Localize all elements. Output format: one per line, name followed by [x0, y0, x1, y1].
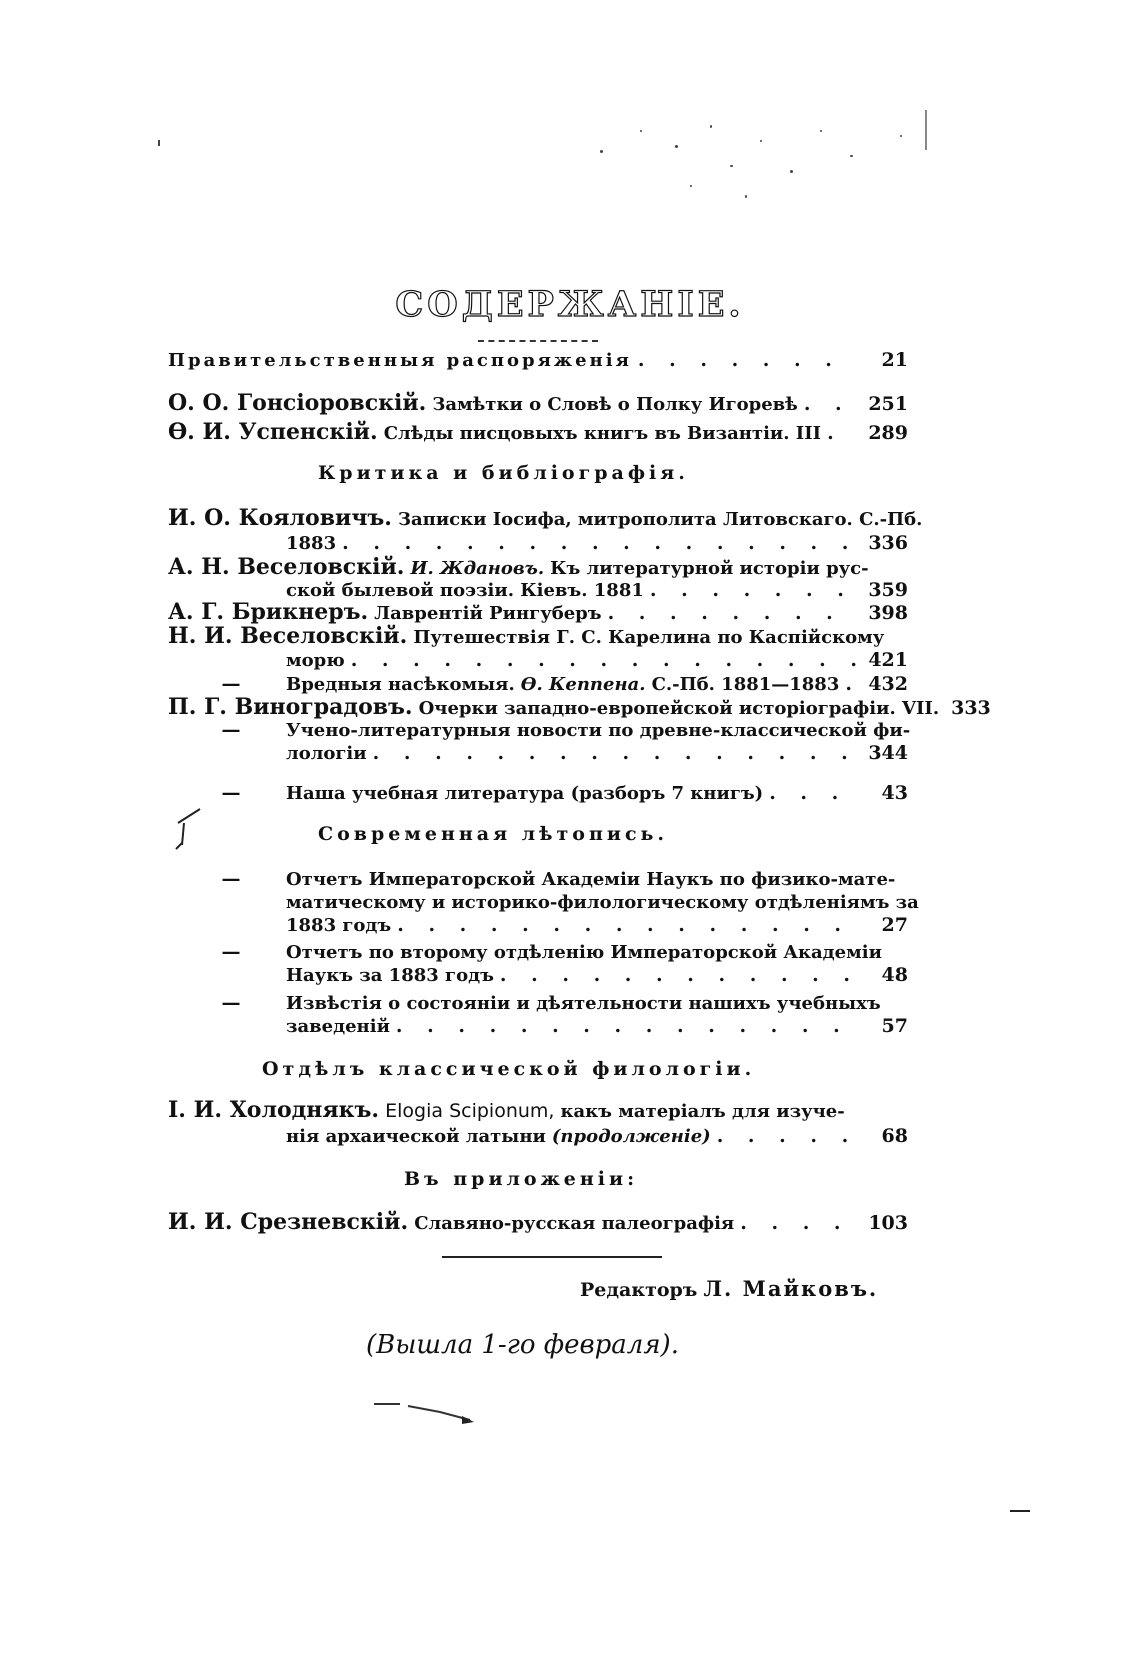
entry-author: А. Н. Веселовскій. — [168, 554, 405, 580]
toc-entry-izvestiya-line2 — [286, 1014, 908, 1039]
toc-entry-otchet1-line1 — [176, 867, 908, 892]
entry-editor: И. Ждановъ. — [410, 558, 545, 579]
editor-line — [580, 1276, 878, 1301]
page-number: 21 — [881, 349, 908, 371]
entry-title: какъ матеріалъ для изуче- — [560, 1101, 845, 1122]
toc-entry-izvestiya-line1 — [176, 991, 908, 1016]
toc-entry-otchet2-line2 — [286, 963, 908, 988]
toc-entry-koyalovich-line2 — [286, 531, 908, 556]
entry-editor: Ө. Кеппена. — [520, 674, 646, 695]
section-heading-classical: Отдѣлъ классической филологіи. — [262, 1058, 756, 1080]
page-number: 432 — [868, 673, 908, 695]
toc-entry-veselovsky-ni-line2 — [286, 648, 908, 673]
pencil-squiggle-icon — [370, 1398, 480, 1428]
entry-title: Лаврентій Рингуберъ — [374, 603, 602, 624]
leader-dots — [397, 913, 858, 938]
pencil-mark-icon — [170, 805, 210, 855]
toc-entry-veselovsky-ni-line1 — [168, 624, 908, 650]
leader-dots — [351, 648, 858, 673]
toc-entry-uspensky — [168, 420, 908, 446]
entry-title: Слѣды писцовыхъ книгъ въ Византіи. III — [383, 423, 822, 444]
leader-dots — [342, 531, 858, 556]
entry-author: А. Г. Брикнеръ. — [168, 599, 369, 625]
ditto-dash: — — [221, 941, 241, 963]
entry-author: О. О. Гонсіоровскій. — [168, 390, 427, 416]
ditto-dash: — — [221, 673, 241, 695]
toc-entry-otchet2-line1 — [176, 940, 908, 965]
page-number: 43 — [881, 782, 908, 804]
editor-name: Л. Майковъ. — [703, 1276, 879, 1301]
entry-title: Отчетъ по второму отдѣленію Императорской Академіи — [286, 942, 882, 963]
leader-dots — [740, 1211, 858, 1236]
leader-dots — [827, 421, 858, 446]
entry-author: І. И. Холоднякъ. — [168, 1097, 380, 1123]
entry-title: Замѣтки о Словѣ о Полку Игоревѣ — [432, 394, 798, 415]
toc-entry-kholodnyak-line2 — [286, 1124, 908, 1149]
entry-title-cont: нія архаической латыни — [286, 1126, 546, 1147]
section-heading-critique: Критика и библіографія. — [318, 462, 689, 484]
entry-title: Очерки западно-европейской исторіографіи. VII. — [418, 698, 940, 719]
entry-title-cont: морю — [286, 650, 345, 671]
entry-title-cont: Наукъ за 1883 годъ — [286, 965, 494, 986]
closing-rule — [442, 1256, 662, 1258]
leader-dots — [608, 601, 858, 626]
entry-title: Извѣстія о состояніи и дѣятельности нашихъ учебныхъ — [286, 993, 881, 1014]
entry-title-cont: 1883 — [286, 533, 337, 554]
ditto-dash: — — [221, 992, 241, 1014]
toc-entry-nasha — [176, 781, 908, 806]
ditto-dash: — — [221, 782, 241, 804]
toc-entry-sreznevsky — [168, 1210, 908, 1236]
entry-title: Славяно-русская палеографія — [414, 1213, 735, 1234]
leader-dots — [373, 741, 858, 766]
leader-dots — [396, 1014, 858, 1039]
leader-dots — [804, 392, 858, 417]
page-number: 333 — [951, 697, 991, 719]
paper-specks — [580, 110, 940, 220]
toc-entry-gonsiorovsky — [168, 391, 908, 417]
entry-imprint: С.-Пб. 1881—1883 — [651, 674, 840, 695]
leader-dots — [769, 781, 858, 806]
handwritten-release-note: (Вышла 1-го февраля). — [366, 1330, 679, 1360]
entry-author: И. И. Срезневскій. — [168, 1209, 409, 1235]
entry-title-cont: 1883 годъ — [286, 915, 392, 936]
entry-title: Вредныя насѣкомыя. — [286, 674, 515, 695]
entry-title: Путешествія Г. С. Карелина по Каспійскому — [413, 627, 885, 648]
section-heading-chronicle: Современная лѣтопись. — [318, 823, 669, 845]
leader-dots — [845, 672, 858, 697]
ditto-dash: — — [221, 719, 241, 741]
entry-title: Учено-литературныя новости по древне-классической фи- — [286, 720, 911, 741]
page-number: 344 — [868, 742, 908, 764]
entry-continued: (продолженіе) — [551, 1126, 711, 1147]
leader-dots — [717, 1124, 858, 1149]
page-number: 251 — [868, 393, 908, 415]
page-number: 48 — [881, 964, 908, 986]
speck-mark — [158, 140, 160, 146]
ditto-dash: — — [221, 868, 241, 890]
toc-entry-otchet1-line2: матическому и историко-филологическому отдѣленіямъ за — [286, 892, 919, 913]
entry-title: Наша учебная литература (разборъ 7 книгъ) — [286, 783, 764, 804]
leader-dots — [500, 963, 858, 988]
entry-title-cont: ской былевой поэзіи. Кіевъ. 1881 — [286, 580, 644, 601]
page-number: 421 — [868, 649, 908, 671]
entry-author: П. Г. Виноградовъ. — [168, 694, 413, 720]
toc-entry-koyalovich-line1 — [168, 505, 923, 532]
section-heading-appendix: Въ приложеніи: — [404, 1168, 639, 1190]
entry-title: Къ литературной исторіи рус- — [550, 558, 869, 579]
entry-title-cont: лологіи — [286, 743, 367, 764]
entry-author: И. О. Кояловичъ. — [168, 505, 392, 531]
entry-title-latin: Elogia Scipionum, — [385, 1100, 555, 1122]
entry-title: Правительственныя распоряженія — [168, 350, 632, 371]
entry-author: Ө. И. Успенскій. — [168, 419, 378, 445]
page-number: 336 — [868, 532, 908, 554]
page-number: 289 — [868, 422, 908, 444]
toc-entry-otchet1-line3 — [286, 913, 908, 938]
title-divider — [478, 340, 598, 342]
page-number: 359 — [868, 579, 908, 601]
toc-entry-ucheno-line2 — [286, 741, 908, 766]
edge-mark — [1010, 1510, 1030, 1512]
page-number: 27 — [881, 914, 908, 936]
page-number: 103 — [868, 1212, 908, 1234]
page-number: 57 — [881, 1015, 908, 1037]
page-number: 398 — [868, 602, 908, 624]
page-number: 68 — [881, 1125, 908, 1147]
toc-entry-gov — [168, 348, 908, 373]
leader-dots — [638, 348, 858, 373]
editor-label: Редакторъ — [580, 1279, 698, 1301]
toc-entry-ucheno-line1 — [176, 718, 911, 743]
entry-title: Записки Іосифа, митрополита Литовскаго. С.-Пб. — [398, 509, 923, 530]
toc-entry-kholodnyak-line1 — [168, 1098, 908, 1124]
entry-author: Н. И. Веселовскій. — [168, 623, 408, 649]
page-title: СОДЕРЖАНІЕ. — [395, 284, 745, 325]
entry-title-cont: заведеній — [286, 1016, 390, 1037]
entry-title: Отчетъ Императорской Академіи Наукъ по физико-мате- — [286, 869, 896, 890]
